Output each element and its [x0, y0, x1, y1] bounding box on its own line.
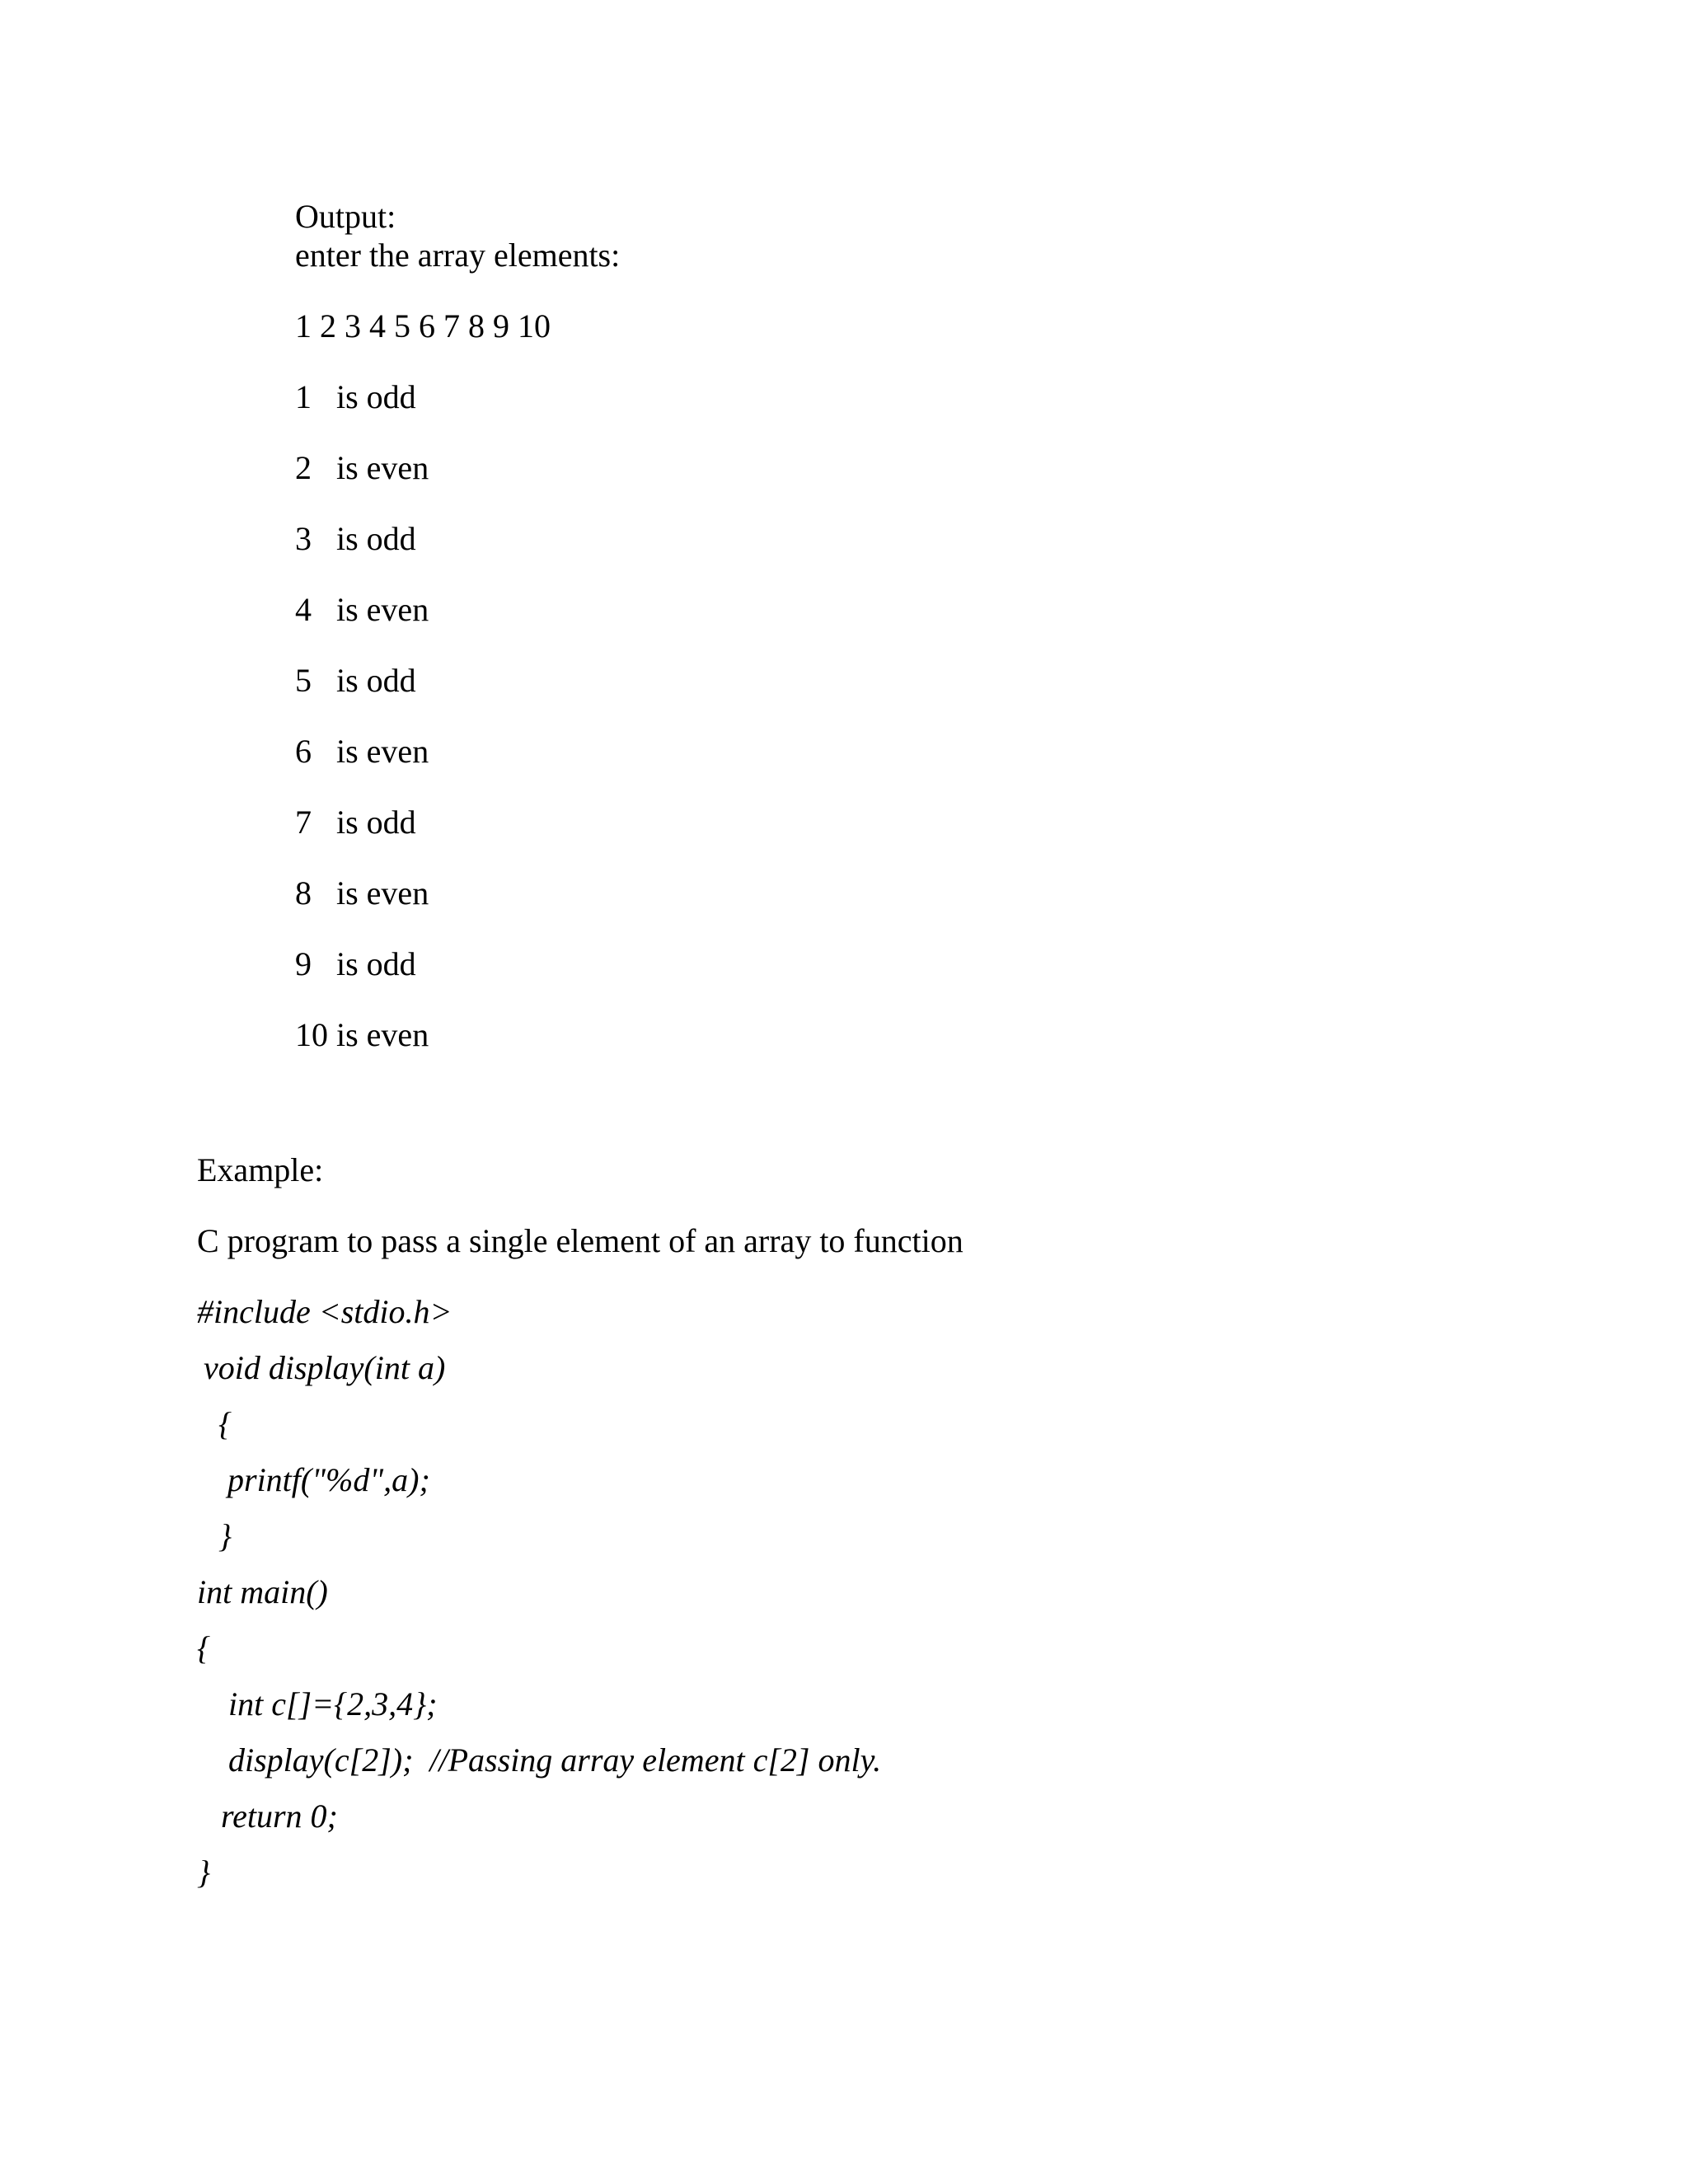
- result-line: [295, 806, 416, 839]
- result-line: [295, 664, 416, 697]
- result-number: 1: [295, 378, 312, 415]
- result-number: 10: [295, 1016, 328, 1053]
- result-number: 5: [295, 662, 312, 699]
- result-number: 4: [295, 591, 312, 628]
- input-values: 1 2 3 4 5 6 7 8 9 10: [295, 307, 551, 344]
- code-line: int c[]={2,3,4};: [228, 1685, 438, 1722]
- result-line: [295, 1016, 429, 1053]
- result-text: is even: [336, 874, 429, 912]
- result-line: [295, 945, 416, 982]
- result-line: [295, 874, 429, 912]
- result-number: 7: [295, 804, 312, 841]
- result-text: is even: [336, 449, 429, 486]
- code-line: printf("%d",a);: [227, 1461, 430, 1498]
- result-number: 3: [295, 520, 312, 557]
- result-text: is odd: [336, 378, 416, 415]
- result-line: [295, 735, 429, 768]
- code-line: void display(int a): [204, 1349, 446, 1386]
- code-line: }: [197, 1854, 210, 1891]
- result-text: is odd: [336, 662, 416, 699]
- result-number: 9: [295, 945, 312, 982]
- code-line: int main(): [197, 1573, 328, 1610]
- code-line: display(c[2]); //Passing array element c[2] only.: [228, 1741, 882, 1779]
- result-text: is odd: [336, 804, 416, 841]
- result-line: [295, 378, 416, 415]
- result-number: 8: [295, 874, 312, 912]
- result-text: is odd: [336, 520, 416, 557]
- code-line: {: [218, 1405, 232, 1442]
- output-heading: Output:: [295, 198, 396, 235]
- result-line: [295, 593, 429, 626]
- input-prompt: enter the array elements:: [295, 237, 621, 274]
- code-line: }: [218, 1517, 232, 1554]
- result-line: [295, 520, 416, 557]
- result-text: is even: [336, 733, 429, 770]
- example-description: C program to pass a single element of an array to function: [197, 1222, 964, 1259]
- result-text: is odd: [336, 945, 416, 982]
- result-text: is even: [336, 1016, 429, 1053]
- example-heading: Example:: [197, 1151, 324, 1188]
- code-line: return 0;: [221, 1797, 338, 1835]
- code-line: {: [197, 1629, 210, 1666]
- result-line: [295, 449, 429, 486]
- result-number: 6: [295, 733, 312, 770]
- code-line: #include <stdio.h>: [197, 1293, 452, 1330]
- result-number: 2: [295, 449, 312, 486]
- result-text: is even: [336, 591, 429, 628]
